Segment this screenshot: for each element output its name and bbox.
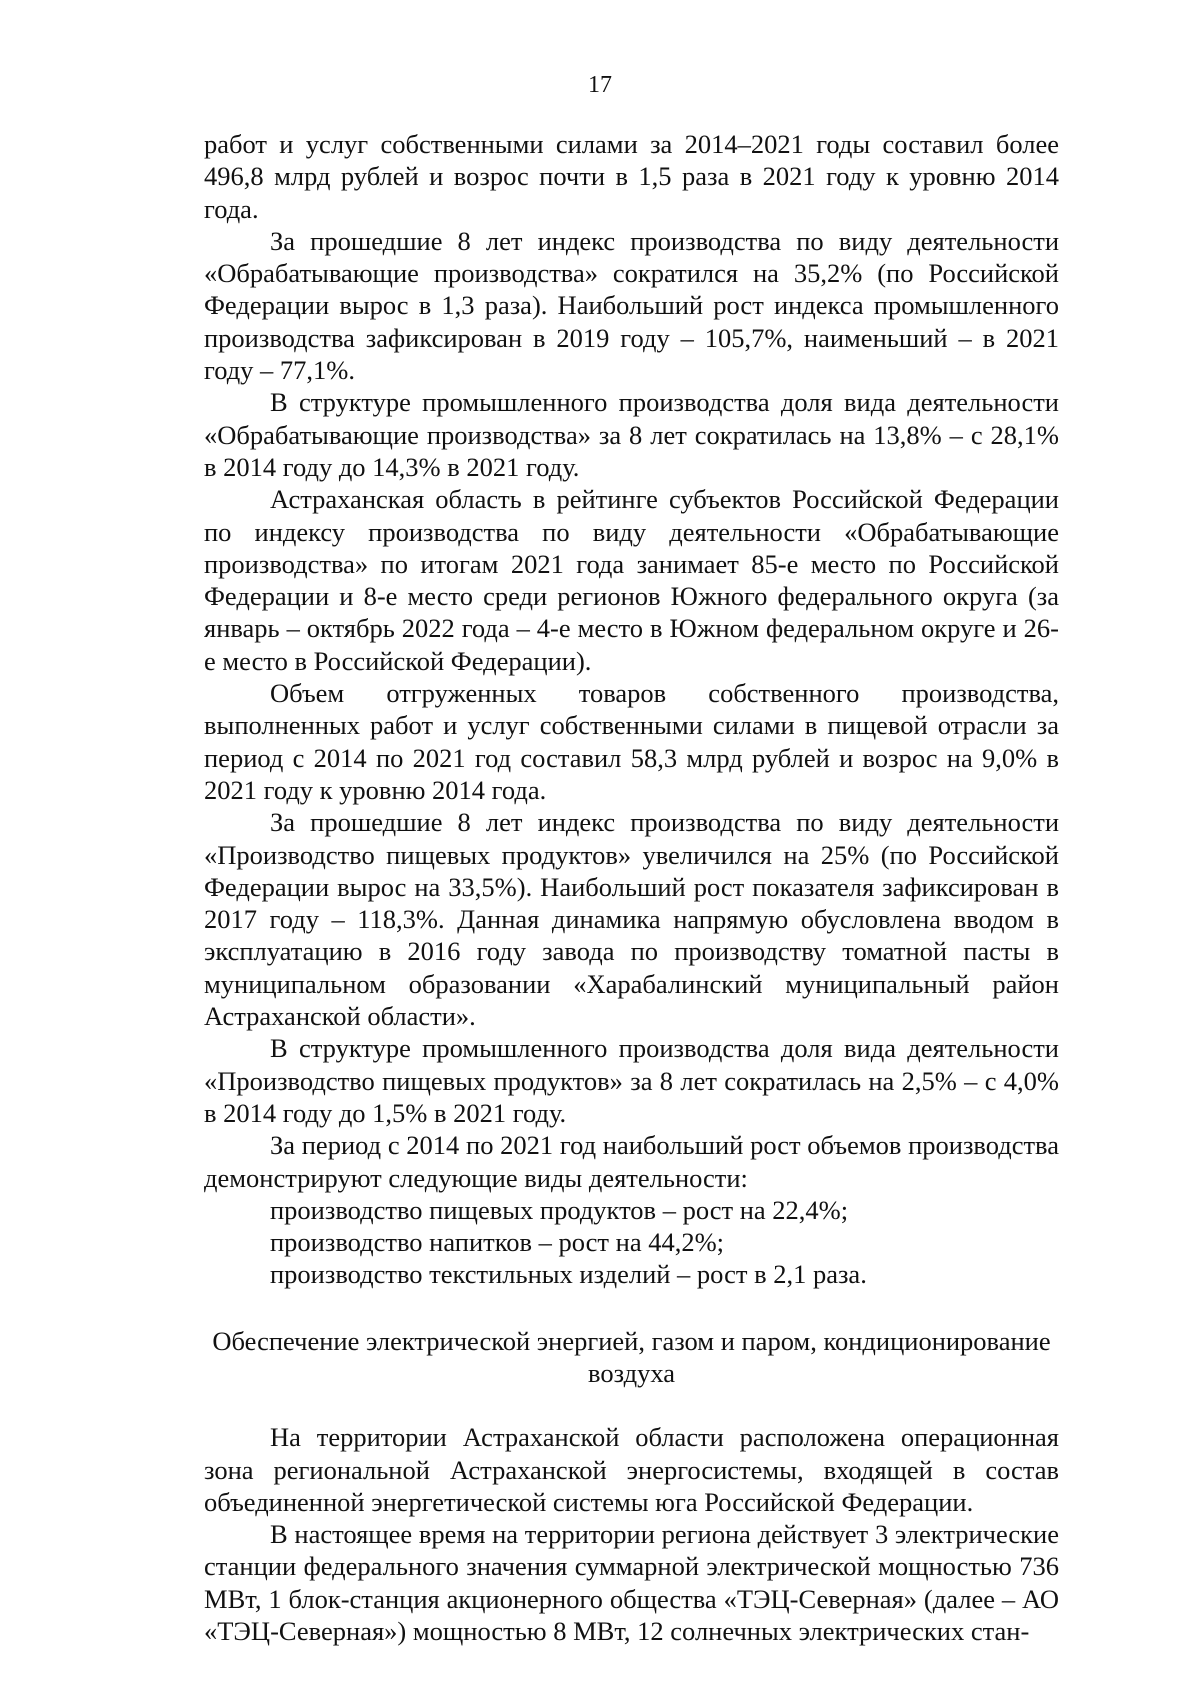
section-heading: Обеспечение электрической энергией, газом и паром, кондиционирование воздуха [212,1325,1051,1388]
paragraph-energy-system: На территории Астраханской области расположена операционная зона региональной Астраханской энергосистемы, входящей в состав объединенной энергетической системы юга Российской Федерации. [204,1422,1059,1517]
paragraph-manufacturing-share: В структуре промышленного производства доля вида деятельности «Обрабатывающие производства» за 8 лет сократилась на 13,8% – с 28,1% в 2014 году до 14,3% в 2021 году. [204,387,1059,482]
paragraph-food-industry-volume: Объем отгруженных товаров собственного производства, выполненных работ и услуг собственными силами в пищевой отрасли за период с 2014 по 2021 год составил 58,3 млрд рублей и возрос на 9,0% в 2021 году к уровню 2014 года. [204,678,1059,805]
document-body [204,128,1059,1647]
paragraph-food-production-share: В структуре промышленного производства доля вида деятельности «Производство пищевых продуктов» за 8 лет сократилась на 2,5% – с 4,0% в 2014 году до 1,5% в 2021 году. [204,1033,1059,1128]
paragraph-growth-intro: За период с 2014 по 2021 год наибольший рост объемов производства демонстрируют следующие виды деятельности: [204,1130,1059,1193]
list-item-beverages: производство напитков – рост на 44,2%; [270,1227,725,1258]
paragraph-power-stations: В настоящее время на территории региона действует 3 электрические станции федерального значения суммарной электрической мощностью 736 МВт, 1 блок-станция акционерного общества «ТЭЦ-Северная» (далее – АО «ТЭЦ-Северная») мощностью 8 МВт, 12 солнечных электрических стан- [204,1519,1059,1647]
paragraph-manufacturing-index: За прошедшие 8 лет индекс производства по виду деятельности «Обрабатывающие производства» сократился на 35,2% (по Российской Федерации вырос в 1,3 раза). Наибольший рост индекса промышленного производства зафиксирован в 2019 году – 105,7%, наименьший – в 2021 году – 77,1%. [204,225,1059,386]
paragraph-continuation: работ и услуг собственными силами за 2014–2021 годы составил более 496,8 млрд рублей и возрос почти в 1,5 раза в 2021 году к уровню 2014 года. [204,129,1059,224]
page-number: 17 [588,72,612,98]
paragraph-food-production-index: За прошедшие 8 лет индекс производства по виду деятельности «Производство пищевых продуктов» увеличился на 25% (по Российской Федерации вырос на 33,5%). Наибольший рост показателя зафиксирован в 2017 году – 118,3%. Данная динамика напрямую обусловлена вводом в эксплуатацию в 2016 году завода по производству томатной пасты в муниципальном образовании «Харабалинский муниципальный район Астраханской области». [204,807,1059,1032]
list-item-textiles: производство текстильных изделий – рост в 2,1 раза. [270,1259,867,1290]
paragraph-region-rating: Астраханская область в рейтинге субъектов Российской Федерации по индексу производства по виду деятельности «Обрабатывающие производства» по итогам 2021 года занимает 85-е место по Российской Федерации и 8-е место среди регионов Южного федерального округа (за январь – октябрь 2022 года – 4-е место в Южном федеральном округе и 26-е место в Российской Федерации). [204,484,1059,676]
list-item-food-products: производство пищевых продуктов – рост на 22,4%; [270,1194,849,1225]
